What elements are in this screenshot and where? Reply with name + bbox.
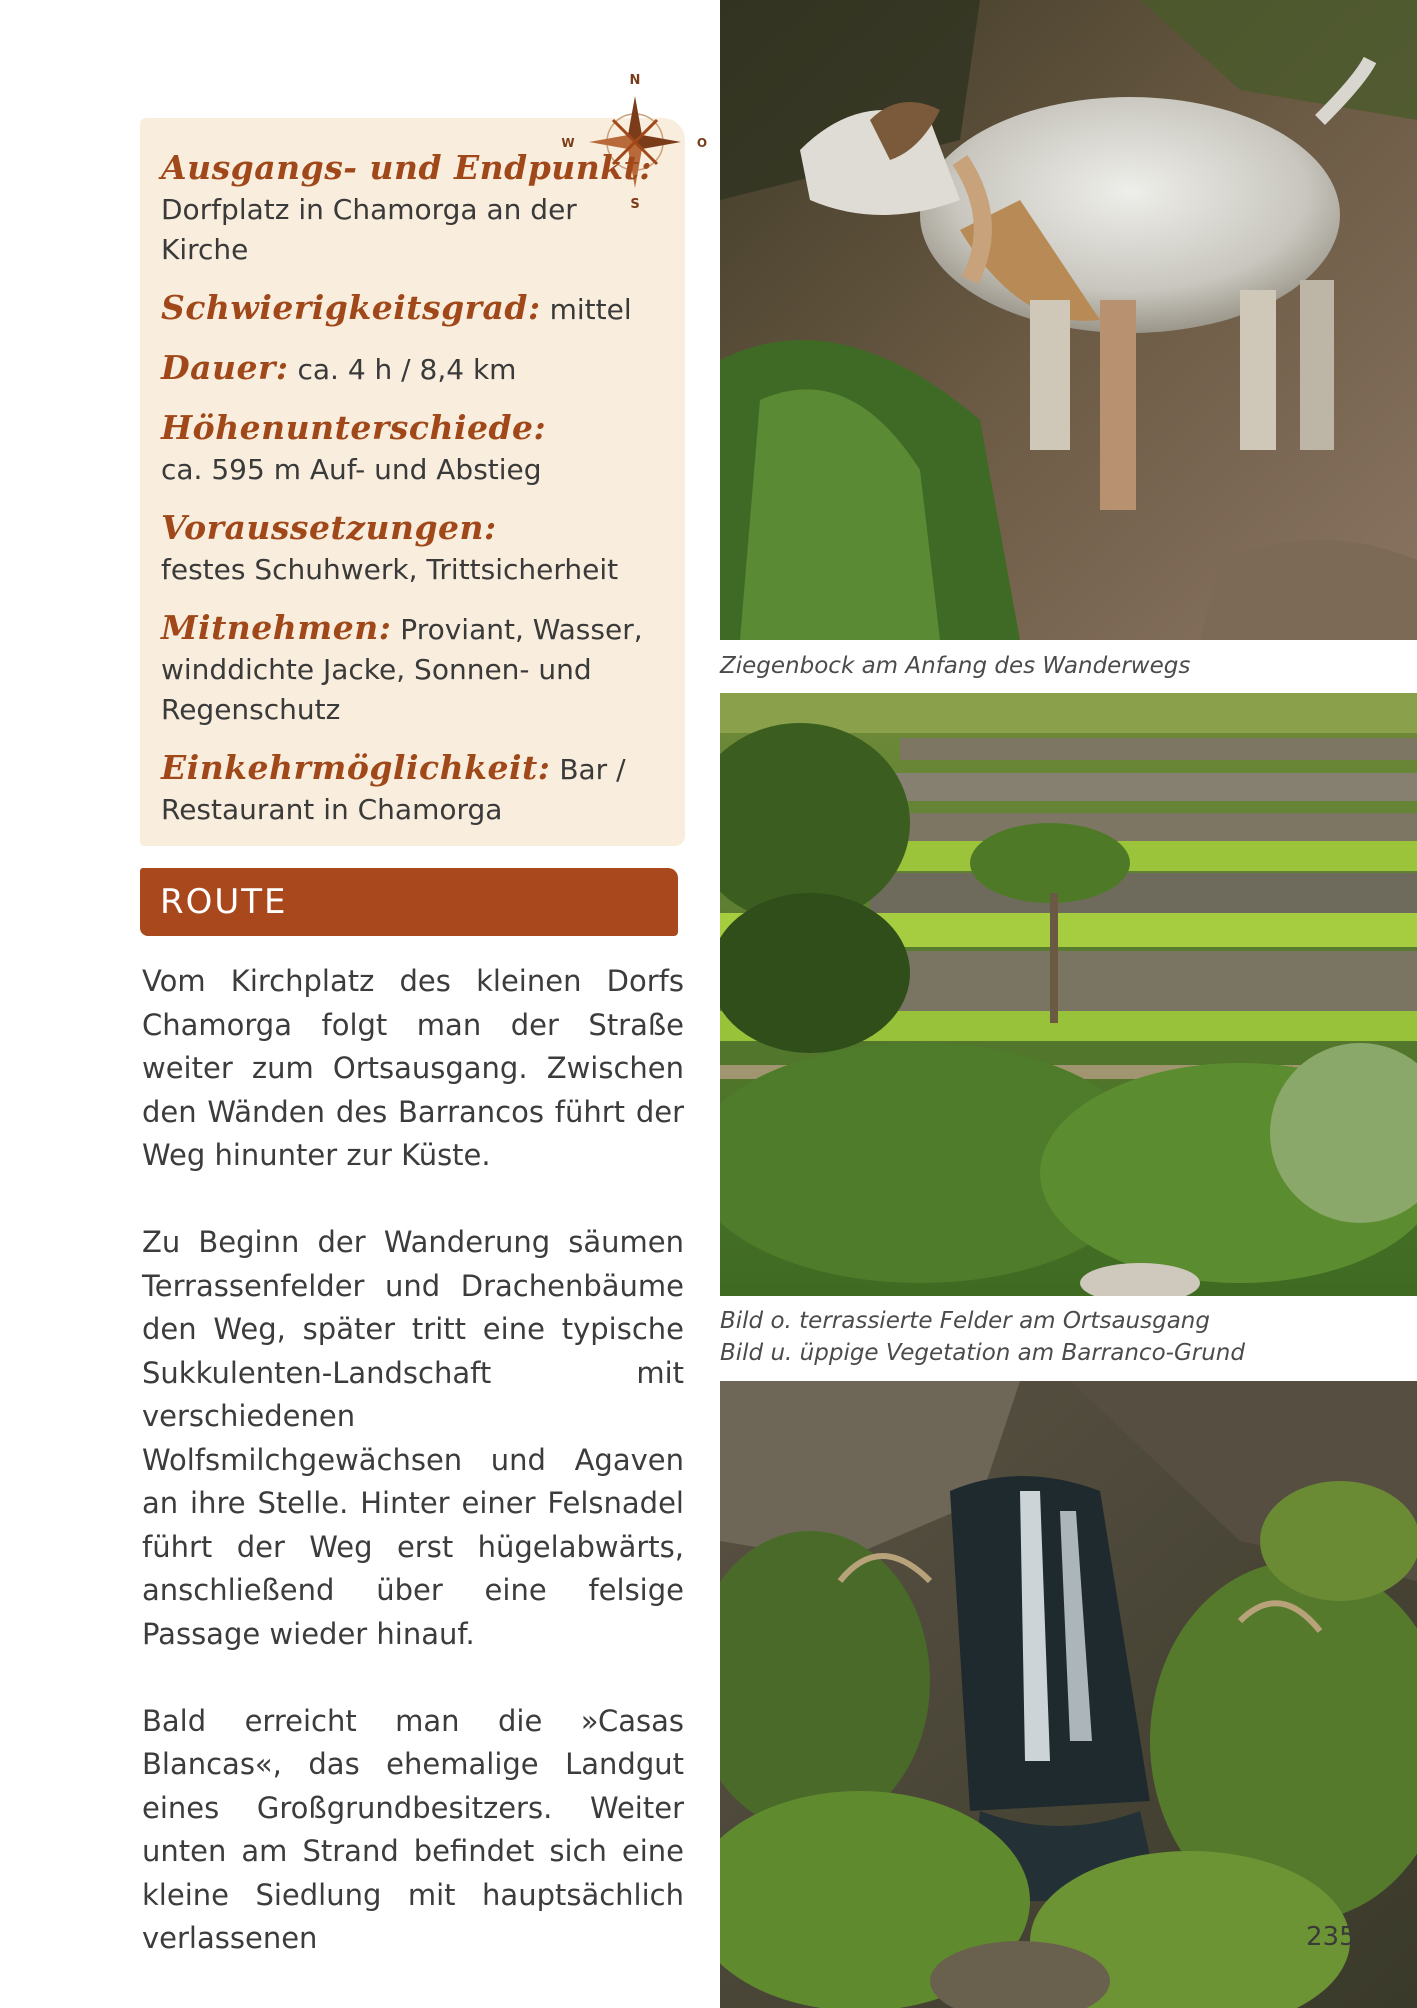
fields-caption-line2: Bild u. üppige Vegetation am Barranco-Grund bbox=[720, 1340, 1245, 1366]
goat-caption: Ziegenbock am Anfang des Wanderwegs bbox=[720, 653, 1191, 679]
requirements-value: festes Schuhwerk, Trittsicherheit bbox=[161, 553, 619, 586]
fields-caption-line1: Bild o. terrassierte Felder am Ortsausgang bbox=[720, 1308, 1210, 1334]
start-label: Ausgangs- und Endpunkt: bbox=[161, 148, 653, 187]
waterfall-photo bbox=[720, 1381, 1417, 2008]
info-food bbox=[161, 748, 661, 830]
compass-s: S bbox=[630, 197, 640, 210]
bring-value: Proviant, Wasser, winddichte Jacke, Sonnen- und Regenschutz bbox=[161, 613, 643, 726]
elevation-label: Höhenunterschiede: bbox=[161, 408, 547, 447]
duration-label: Dauer: bbox=[161, 348, 289, 387]
info-bring bbox=[161, 608, 661, 730]
start-value: Dorfplatz in Chamorga an der Kirche bbox=[161, 193, 577, 266]
bring-label: Mitnehmen: bbox=[161, 608, 392, 647]
route-paragraph-1: Vom Kirchplatz des kleinen Dorfs Chamorga folgt man der Straße weiter zum Ortsausgang. Zwischen den Wänden des Barrancos führt der Weg hinunter zur Küste. bbox=[142, 964, 684, 1172]
compass-n: N bbox=[629, 73, 641, 88]
food-value: Bar / Restaurant in Chamorga bbox=[161, 753, 626, 826]
route-paragraph-3: Bald erreicht man die »Casas Blancas«, das ehemalige Landgut eines Großgrundbesitzers. Weiter unten am Strand befindet sich eine kleine Siedlung mit hauptsächlich verlassenen bbox=[142, 1703, 684, 1955]
requirements-label: Voraussetzungen: bbox=[161, 508, 497, 547]
difficulty-value: mittel bbox=[549, 293, 632, 326]
route-title: ROUTE bbox=[160, 882, 288, 922]
compass-o: O bbox=[696, 136, 708, 150]
duration-value: ca. 4 h / 8,4 km bbox=[297, 353, 517, 386]
page-number: 235 bbox=[1306, 1922, 1356, 1952]
info-difficulty bbox=[161, 288, 661, 330]
elevation-value: ca. 595 m Auf- und Abstieg bbox=[161, 453, 542, 486]
terraces-photo bbox=[720, 693, 1417, 1296]
goat-photo bbox=[720, 0, 1417, 640]
info-requirements bbox=[161, 508, 661, 590]
info-elevation bbox=[161, 408, 661, 490]
difficulty-label: Schwierigkeitsgrad: bbox=[161, 288, 541, 327]
tour-info bbox=[161, 148, 661, 848]
route-text bbox=[142, 960, 684, 2004]
info-start bbox=[161, 148, 661, 270]
compass-w: W bbox=[561, 136, 575, 150]
food-label: Einkehrmöglichkeit: bbox=[161, 748, 551, 787]
info-duration bbox=[161, 348, 661, 390]
route-paragraph-2: Zu Beginn der Wanderung säumen Terrassenfelder und Drachenbäume den Weg, später tritt eine typische Sukkulenten-Landschaft mit verschiedenen Wolfsmilchgewächsen und Agaven an ihre Stelle. Hinter einer Felsnadel führt der Weg erst hügelabwärts, anschließend über eine felsige Passage wieder hinauf. bbox=[142, 1225, 684, 1651]
